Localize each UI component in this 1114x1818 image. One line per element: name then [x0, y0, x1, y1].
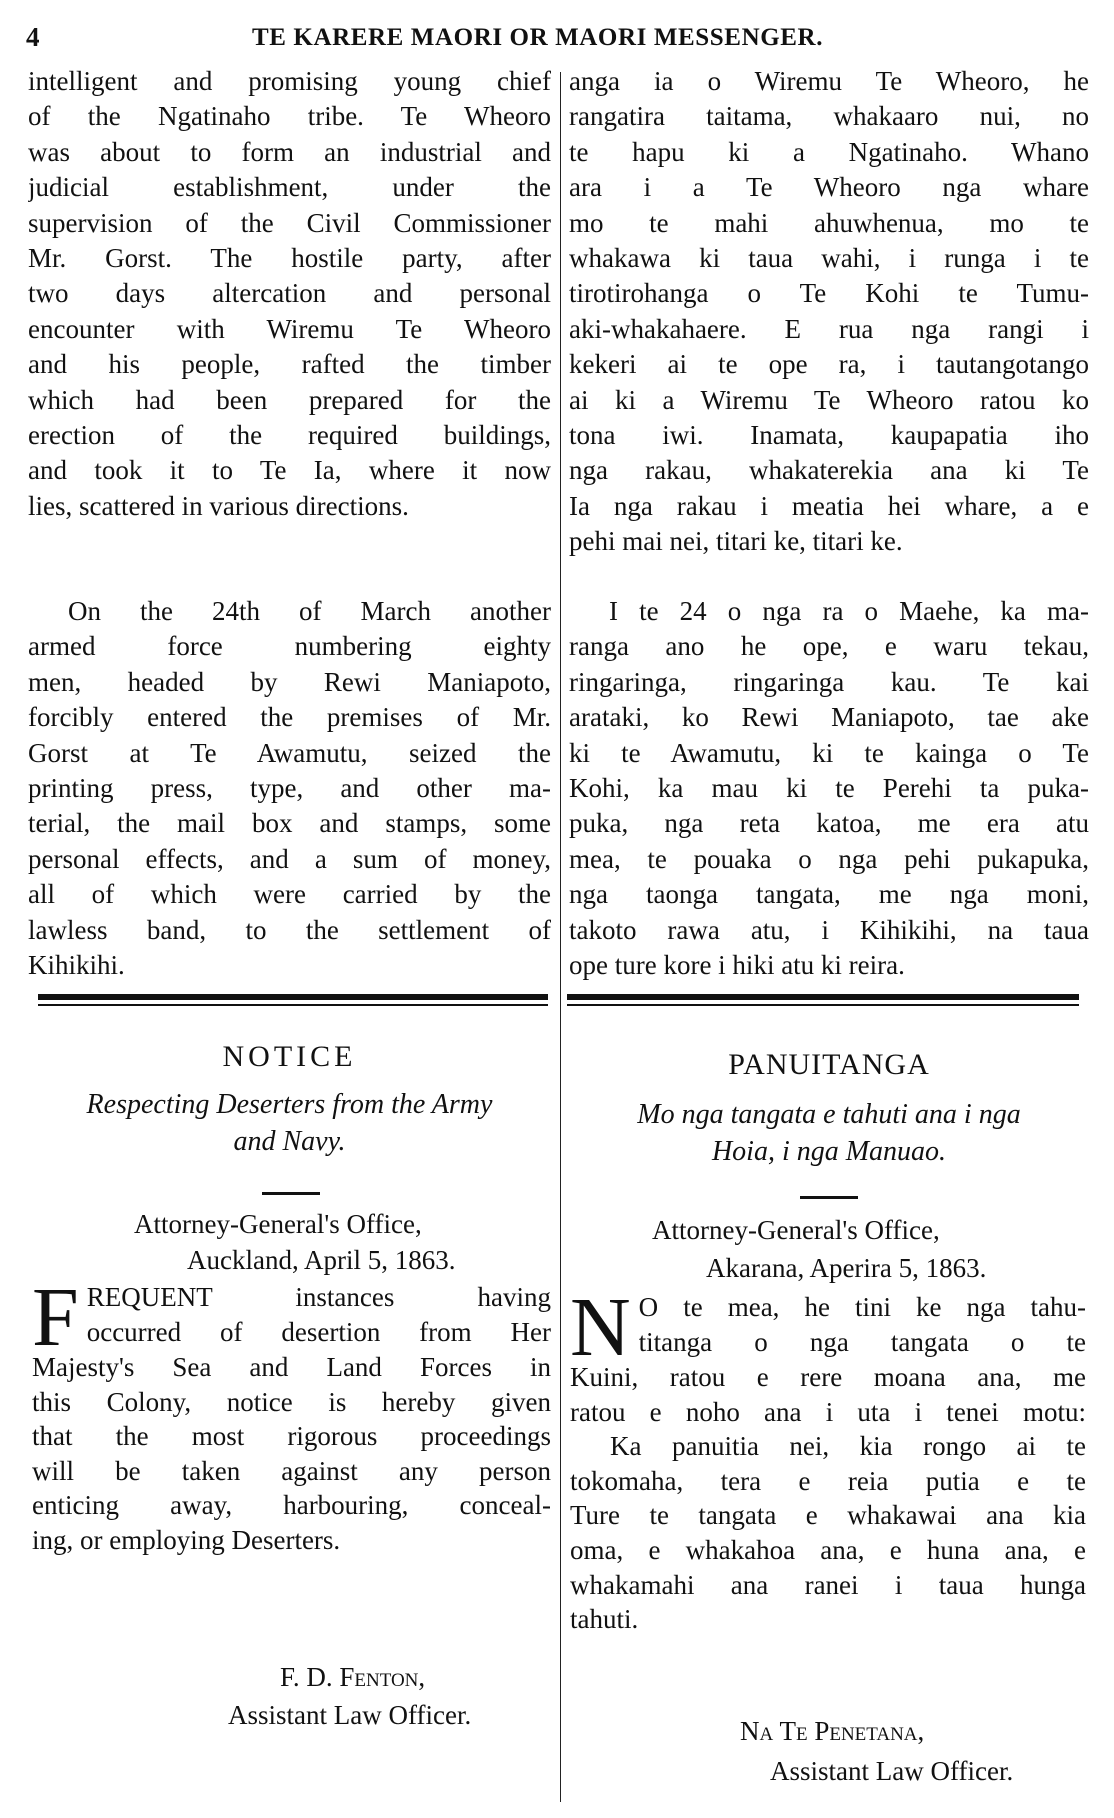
text-line: that the most rigorous proceedings	[32, 1421, 551, 1452]
short-rule	[800, 1196, 858, 1199]
text-line: REQUENT instances having	[86, 1282, 551, 1312]
text-line: ratou e noho ana i uta i tenei motu:	[570, 1396, 1086, 1427]
office-line: Attorney-General's Office,	[652, 1215, 940, 1245]
office-line: Attorney-General's Office,	[134, 1209, 422, 1239]
office-date: Auckland, April 5, 1863.	[187, 1245, 456, 1275]
text-line: all of which were carried by the	[28, 879, 551, 910]
text-line: rangatira taitama, whakaaro nui, no	[569, 101, 1089, 132]
text-line: men, headed by Rewi Maniapoto,	[28, 666, 551, 697]
text-line: forcibly entered the premises of Mr.	[28, 702, 551, 733]
text-line: Ture te tangata e whakawai ana kia	[570, 1500, 1086, 1531]
text-line: arataki, ko Rewi Maniapoto, tae ake	[569, 702, 1089, 733]
text-line: ope ture kore i hiki atu ki reira.	[569, 949, 905, 980]
text-line: puka, nga reta katoa, me era atu	[569, 808, 1089, 839]
text-line: ing, or employing Deserters.	[32, 1524, 341, 1555]
text-line: this Colony, notice is hereby given	[32, 1386, 551, 1417]
text-line: pehi mai nei, titari ke, titari ke.	[569, 526, 903, 557]
text-line: tirotirohanga o Te Kohi te Tumu-	[569, 278, 1089, 309]
signature: F. D. Fenton,	[280, 1662, 426, 1692]
office-date: Akarana, Aperira 5, 1863.	[706, 1253, 987, 1283]
text-line: te hapu ki a Ngatinaho. Whano	[569, 136, 1089, 167]
text-line: of the Ngatinaho tribe. Te Wheoro	[28, 101, 551, 132]
text-line: tokomaha, tera e reia putia e te	[570, 1465, 1086, 1496]
text-line: enticing away, harbouring, conceal-	[32, 1490, 551, 1521]
text-line: lawless band, to the settlement of	[28, 914, 551, 945]
text-line: On the 24th of March another	[68, 596, 551, 626]
text-line: Majesty's Sea and Land Forces in	[32, 1352, 551, 1382]
text-line: erection of the required buildings,	[28, 419, 551, 450]
text-line: tahuti.	[570, 1604, 639, 1635]
running-head: TE KARERE MAORI OR MAORI MESSENGER.	[252, 24, 824, 51]
section-rule	[38, 994, 548, 1012]
text-line: anga ia o Wiremu Te Wheoro, he	[569, 66, 1089, 96]
text-line: and took it to Te Ia, where it now	[28, 455, 551, 486]
text-line: was about to form an industrial and	[28, 136, 551, 167]
signature-title: Assistant Law Officer.	[228, 1700, 472, 1730]
drop-cap: F	[32, 1271, 79, 1364]
text-line: will be taken against any person	[32, 1455, 551, 1486]
page-header	[26, 18, 1086, 58]
text-line: I te 24 o nga ra o Maehe, ka ma-	[609, 596, 1089, 626]
drop-cap: N	[570, 1281, 631, 1374]
notice-subtitle-line: Hoia, i nga Manuao.	[711, 1136, 947, 1167]
notice-title: NOTICE	[222, 1040, 357, 1073]
text-line: mo te mahi ahuwhenua, mo te	[569, 207, 1089, 238]
text-line: tona iwi. Inamata, kaupapatia iho	[569, 419, 1089, 450]
notice-title: PANUITANGA	[728, 1048, 930, 1081]
text-line: two days altercation and personal	[28, 278, 551, 309]
text-line: Ia nga rakau i meatia hei whare, a e	[569, 490, 1089, 521]
notice-body	[570, 1281, 1086, 1637]
text-line: armed force numbering eighty	[28, 631, 551, 662]
text-line: judicial establishment, under the	[28, 172, 551, 203]
signature-title: Assistant Law Officer.	[770, 1756, 1014, 1786]
page-number: 4	[26, 22, 40, 52]
text-line: terial, the mail box and stamps, some	[28, 808, 551, 839]
notice-subtitle-line: and Navy.	[233, 1126, 346, 1157]
text-line: whakawa ki taua wahi, i runga i te	[569, 242, 1089, 273]
text-line: ai ki a Wiremu Te Wheoro ratou ko	[569, 384, 1089, 415]
text-line: mea, te pouaka o nga pehi pukapuka,	[569, 843, 1089, 874]
text-line: and his people, rafted the timber	[28, 349, 551, 380]
notice-subtitle-line: Mo nga tangata e tahuti ana i nga	[637, 1099, 1021, 1130]
text-line: printing press, type, and other ma-	[28, 772, 551, 803]
text-line: which had been prepared for the	[28, 384, 551, 415]
text-line: Kuini, ratou e rere moana ana, me	[570, 1362, 1086, 1392]
text-line: intelligent and promising young chief	[28, 66, 551, 96]
text-line: oma, e whakahoa ana, e huna ana, e	[570, 1534, 1086, 1565]
text-line: takoto rawa atu, i Kihikihi, na taua	[569, 914, 1089, 945]
section-rule	[567, 994, 1079, 1012]
text-line: Kohi, ka mau ki te Perehi ta puka-	[569, 772, 1089, 803]
maori-paragraph-1	[569, 64, 1089, 559]
english-paragraph-1	[28, 64, 551, 524]
text-line: Kihikihi.	[28, 949, 125, 980]
text-line: whakamahi ana ranei i taua hunga	[570, 1569, 1086, 1600]
notice-body	[32, 1271, 551, 1558]
notice-subtitle-line: Respecting Deserters from the Army	[86, 1089, 493, 1120]
text-line: encounter with Wiremu Te Wheoro	[28, 313, 551, 344]
text-line: occurred of desertion from Her	[86, 1316, 551, 1347]
text-line: supervision of the Civil Commissioner	[28, 207, 551, 238]
text-line: lies, scattered in various directions.	[28, 490, 409, 521]
text-line: Mr. Gorst. The hostile party, after	[28, 242, 551, 273]
text-line: nga taonga tangata, me nga moni,	[569, 879, 1089, 910]
text-line: personal effects, and a sum of money,	[28, 843, 551, 874]
text-line: Gorst at Te Awamutu, seized the	[28, 737, 551, 768]
english-paragraph-2	[28, 594, 551, 983]
short-rule	[262, 1192, 320, 1195]
signature: Na Te Penetana,	[740, 1716, 925, 1746]
column-divider	[560, 72, 561, 1802]
text-line: ara i a Te Wheoro nga whare	[569, 172, 1089, 203]
text-line: titanga o nga tangata o te	[638, 1326, 1086, 1357]
maori-paragraph-2	[569, 594, 1089, 983]
text-line: kekeri ai te ope ra, i tautangotango	[569, 349, 1089, 380]
text-line: ranga ano he ope, e waru tekau,	[569, 631, 1089, 662]
notice-subtitle	[28, 1086, 551, 1160]
text-line: O te mea, he tini ke nga tahu-	[638, 1292, 1086, 1322]
notice-subtitle	[569, 1096, 1089, 1170]
text-line: aki-whakahaere. E rua nga rangi i	[569, 313, 1089, 344]
text-line: nga rakau, whakaterekia ana ki Te	[569, 455, 1089, 486]
text-line: Ka panuitia nei, kia rongo ai te	[610, 1431, 1086, 1462]
text-line: ringaringa, ringaringa kau. Te kai	[569, 666, 1089, 697]
text-line: ki te Awamutu, ki te kainga o Te	[569, 737, 1089, 768]
